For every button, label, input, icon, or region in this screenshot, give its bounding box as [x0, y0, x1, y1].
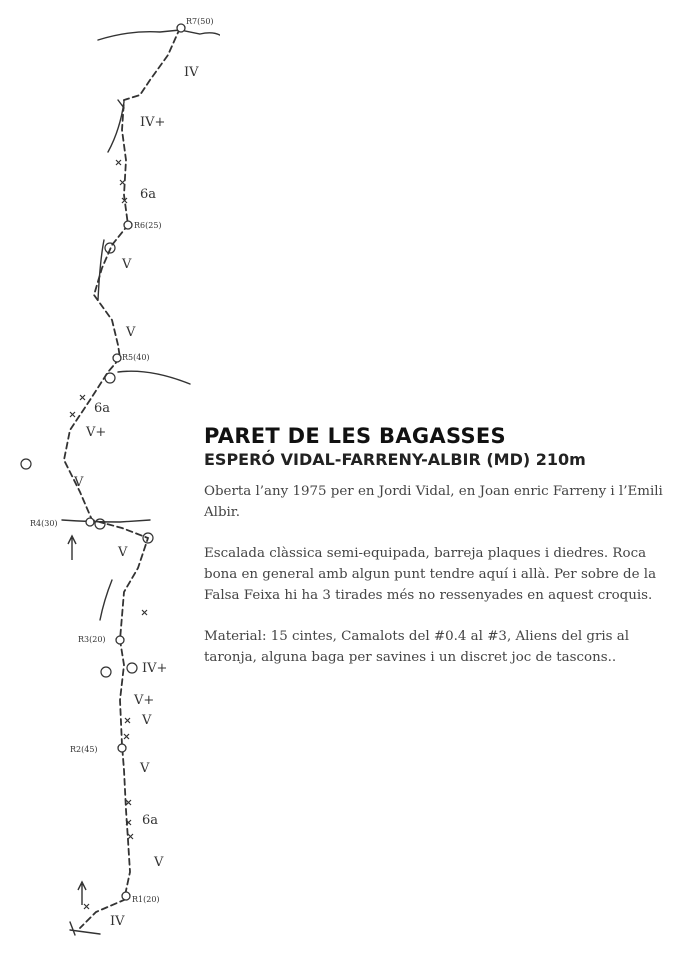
bolt-icon	[142, 610, 147, 615]
grade-label: V	[142, 713, 152, 728]
ledge-r3	[100, 580, 112, 620]
belay-ring-r4	[86, 518, 94, 526]
grade-label: IV	[184, 65, 199, 80]
grade-label: 6a	[140, 187, 157, 202]
grade-label: V	[154, 855, 164, 870]
belay-ring-r7	[177, 24, 185, 32]
belay-ring-r3	[116, 636, 124, 644]
belay-ring-r5	[113, 354, 121, 362]
belay-label: R1(20)	[132, 895, 160, 904]
grade-label: V	[118, 545, 128, 560]
grade-label: V	[126, 325, 136, 340]
belay-ring-r1	[122, 892, 130, 900]
arrow-up-icon	[78, 882, 86, 905]
belay-label: R2(45)	[70, 745, 98, 754]
bolt-icon	[80, 395, 85, 400]
paragraph-gear: Material: 15 cintes, Camalots del #0.4 al #3, Aliens del gris al taronja, alguna baga per savines i un discret joc de tascons..	[204, 629, 630, 665]
route-subtitle: ESPERÓ VIDAL-FARRENY-ALBIR (MD) 210m	[204, 450, 586, 469]
bolt-icon	[125, 718, 130, 723]
summit-ledge	[98, 30, 220, 40]
paragraph-first-ascent: Oberta l’any 1975 per en Jordi Vidal, en Joan enric Farreny i l’Emili Albir.	[204, 484, 663, 520]
belay-label: R7(50)	[186, 17, 214, 26]
paragraph-description: Escalada clàssica semi-equipada, barreja plaques i diedres. Roca bona en general amb algun punt tendre aquí i allà. Per sobre de la Falsa Feixa hi ha 3 tirades més no ressenyades en aquest croquis.	[204, 546, 657, 603]
bolt-icon	[70, 412, 75, 417]
grade-label: IV	[110, 914, 125, 929]
ledge-r5	[118, 371, 190, 384]
grade-label: 6a	[142, 813, 159, 828]
tree-icon	[21, 459, 31, 469]
grade-label: V	[140, 761, 150, 776]
tree-icon	[105, 373, 115, 383]
bolt-icon	[128, 834, 133, 839]
belay-label: R3(20)	[78, 635, 106, 644]
route-description	[204, 424, 674, 688]
tree-icon	[101, 667, 111, 677]
belay-label: R4(30)	[30, 519, 58, 528]
arrow-up-icon	[68, 536, 76, 560]
ledge-r4	[62, 520, 150, 522]
grade-label: V	[122, 257, 132, 272]
grade-label: V	[74, 475, 84, 490]
ledge-base	[70, 922, 100, 935]
grade-label: 6a	[94, 401, 111, 416]
belay-ring-r2	[118, 744, 126, 752]
bolt-icon	[124, 734, 129, 739]
belay-ring-r6	[124, 221, 132, 229]
bolt-icon	[116, 160, 121, 165]
grade-label: V+	[134, 693, 155, 708]
bolt-icon	[126, 800, 131, 805]
tree-icon	[95, 519, 105, 529]
belay-label: R6(25)	[134, 221, 162, 230]
bolt-icon	[120, 180, 125, 185]
grade-label: IV+	[140, 115, 166, 130]
route-topo-sketch	[0, 0, 220, 963]
belay-label: R5(40)	[122, 353, 150, 362]
tree-icon	[127, 663, 137, 673]
bolt-icon	[84, 904, 89, 909]
grade-label: V+	[86, 425, 107, 440]
page-title: PARET DE LES BAGASSES	[204, 424, 506, 448]
grade-label: IV+	[142, 661, 168, 676]
